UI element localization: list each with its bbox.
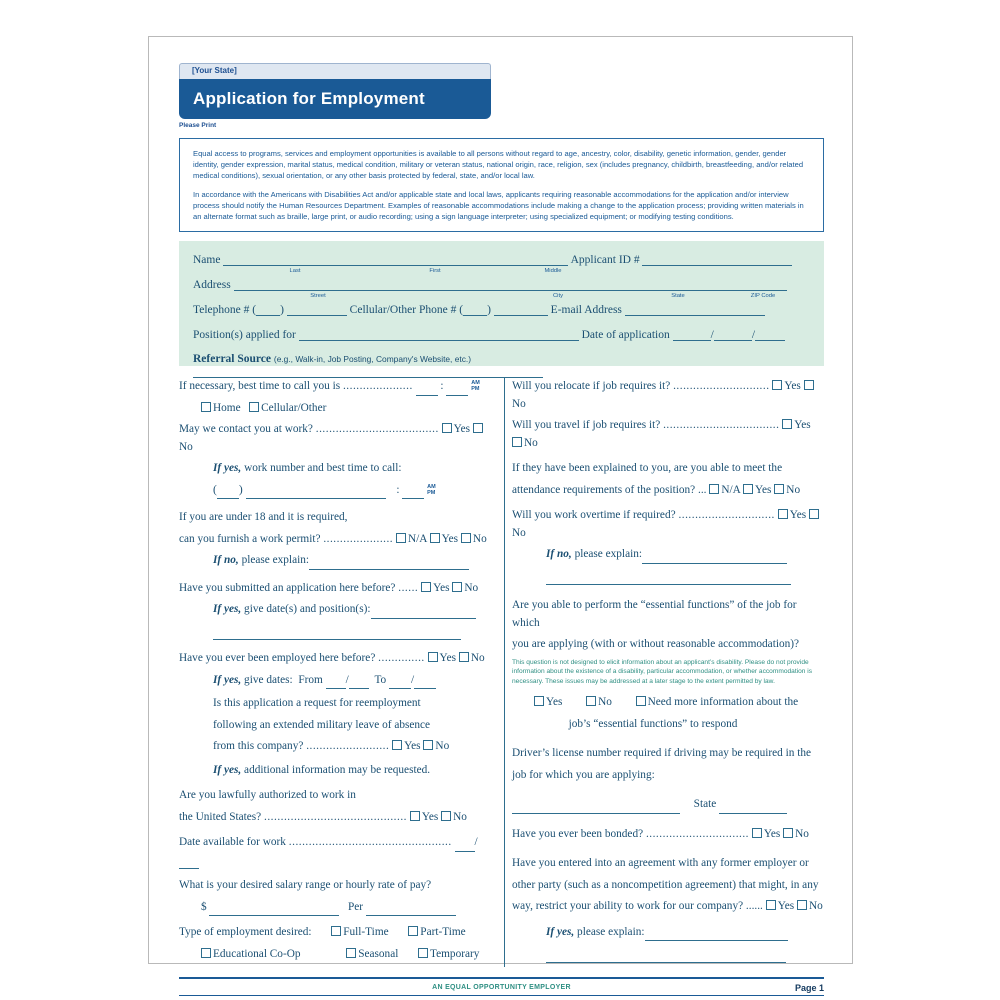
yes-label-r7: Yes <box>777 900 795 913</box>
salary-row <box>179 899 491 917</box>
work-number-row: ( ) : AM PM <box>179 482 491 500</box>
state-label: State <box>693 798 717 811</box>
bonded-question: Have you ever been bonded? ............................... Yes No <box>512 827 809 840</box>
right-column <box>512 378 824 967</box>
yes-label-r6: Yes <box>763 827 781 840</box>
employed-before-question: Have you ever been employed here before? .............. Yes No <box>179 652 485 665</box>
na-label-r: N/A <box>721 483 741 496</box>
email-label: E-mail Address <box>550 304 622 316</box>
contact-at-work-label: May we contact you at work? <box>179 423 313 435</box>
reemployment-line3: from this company? <box>213 740 304 753</box>
address-input[interactable] <box>234 278 787 291</box>
phone-row: Telephone # ( ) Cellular/Other Phone # ( ) E-mail Address <box>193 303 810 328</box>
agreement-explain-row: If yes, please explain: <box>512 924 824 942</box>
tick-street: Street <box>310 293 326 299</box>
yes-label-2: Yes <box>441 532 459 545</box>
attendance-no-checkbox[interactable] <box>774 484 784 494</box>
salary-per-input[interactable] <box>366 903 456 916</box>
name-label: Name <box>193 254 221 266</box>
form-page <box>148 36 853 993</box>
yes-label-r4: Yes <box>789 509 807 521</box>
agreement-question <box>512 898 824 916</box>
pm-label-2: PM <box>427 489 436 496</box>
authorized-no-checkbox[interactable] <box>441 811 451 821</box>
position-label: Position(s) applied for <box>193 329 296 341</box>
date-available-question: Date available for work ................................................. / <box>179 834 491 869</box>
license-state-input[interactable] <box>719 801 787 814</box>
relocate-no-checkbox[interactable] <box>804 380 814 390</box>
yes-label-r5: Yes <box>546 696 563 709</box>
reemployment-no-checkbox[interactable] <box>423 740 433 750</box>
page-title: Application for Employment <box>179 79 491 119</box>
employed-yes-checkbox[interactable] <box>428 652 438 662</box>
date-year-input[interactable] <box>755 328 785 341</box>
attendance-question <box>512 482 824 500</box>
license-line1: Driver’s license number required if driving may be required in the <box>512 747 812 760</box>
agreement-explain-row-2 <box>512 945 824 963</box>
reemployment-yes-checkbox[interactable] <box>392 740 402 750</box>
need-more-info-checkbox[interactable] <box>636 696 646 706</box>
essential-line2: you are applying (with or without reasonable accommodation)? <box>512 638 800 650</box>
yes-label-5: Yes <box>404 740 421 753</box>
employment-type-row <box>179 924 491 942</box>
agreement-yes-checkbox[interactable] <box>766 900 776 910</box>
work-permit-no-checkbox[interactable] <box>461 533 471 543</box>
form-body <box>179 63 824 996</box>
work-permit-explain-input[interactable] <box>309 557 469 570</box>
travel-no-checkbox[interactable] <box>512 437 522 447</box>
attendance-na-checkbox[interactable] <box>709 484 719 494</box>
agreement-no-checkbox[interactable] <box>797 900 807 910</box>
relocate-label: Will you relocate if job requires it? <box>512 380 671 392</box>
authorized-yes-checkbox[interactable] <box>410 811 420 821</box>
disability-note: This question is not designed to elicit information about an applicant’s disability. Please do not provide information about the existence of a disability, particular accommodation, or whether accommodation is necessary. These issues may be addressed at a later stage to the extent permitted by law. <box>512 658 813 685</box>
referral-input[interactable] <box>193 365 543 378</box>
cellular-other-label: Cellular/Other <box>261 401 327 414</box>
no-label-5: No <box>435 740 450 753</box>
home-checkbox[interactable] <box>201 402 211 412</box>
cellular-label: Cellular/Other Phone # <box>349 304 457 316</box>
overtime-yes-checkbox[interactable] <box>778 509 788 519</box>
employed-before-label: Have you ever been employed here before? <box>179 652 376 665</box>
yes-label-3: Yes <box>433 581 450 594</box>
footer-rule <box>179 977 824 979</box>
eeo-paragraph-1: Equal access to programs, services and employment opportunities is available to all persons without regard to age, ancestry, color, disability, genetic information, gender, gender identity, gender expression, marital status, medical condition, military or veteran status, national origin, race, religion, sex (includes pregnancy, childbirth, breastfeeding, and/or related medical conditions), sexual orientation, or any other basis protected by federal, state, and/or local law. <box>193 149 804 180</box>
travel-yes-checkbox[interactable] <box>782 419 792 429</box>
employed-no-checkbox[interactable] <box>459 652 469 662</box>
full-time-label: Full-Time <box>343 926 389 939</box>
contact-work-yes-checkbox[interactable] <box>442 423 452 433</box>
tick-first: First <box>429 268 441 274</box>
yes-label-r2: Yes <box>794 419 811 431</box>
tick-state: State <box>671 293 685 299</box>
seasonal-checkbox[interactable] <box>346 948 356 958</box>
need-more-line2: job’s “essential functions” to respond <box>568 717 738 730</box>
seasonal-label: Seasonal <box>358 947 399 960</box>
page-number: Page 1 <box>794 982 824 993</box>
questions-section <box>179 378 824 967</box>
work-permit-yes-checkbox[interactable] <box>430 533 440 543</box>
submitted-before-question: Have you submitted an application here before? ...... Yes No <box>179 581 479 594</box>
bonded-yes-checkbox[interactable] <box>752 828 762 838</box>
contact-work-no-checkbox[interactable] <box>473 423 483 433</box>
yes-label-4: Yes <box>439 652 456 665</box>
best-time-question: If necessary, best time to call you is ..................... : AM PM <box>179 378 491 396</box>
applicant-id-label: Applicant ID # <box>570 254 640 266</box>
address-label: Address <box>193 279 231 291</box>
state-tab: [Your State] <box>179 63 491 79</box>
submitted-yes-checkbox[interactable] <box>421 582 431 592</box>
position-input[interactable] <box>299 328 579 341</box>
yes-label-r3: Yes <box>755 483 772 496</box>
na-label: N/A <box>407 532 427 545</box>
tick-city: City <box>553 293 563 299</box>
date-month-input[interactable] <box>673 328 711 341</box>
no-label: No <box>179 440 193 453</box>
employed-dates-row: If yes, give dates: From / To / <box>179 672 491 690</box>
referral-hint: (e.g., Walk-in, Job Posting, Company's Website, etc.) <box>273 354 471 364</box>
please-print-note: Please Print <box>179 122 217 129</box>
no-label-4: No <box>470 652 485 665</box>
best-time-label: If necessary, best time to call you is <box>179 380 341 392</box>
equal-opportunity-text: AN EQUAL OPPORTUNITY EMPLOYER <box>432 984 571 992</box>
part-time-checkbox[interactable] <box>408 926 418 936</box>
name-input[interactable] <box>223 253 568 266</box>
work-permit-explain-row: If no, please explain: <box>179 552 491 570</box>
essential-yes-checkbox[interactable] <box>534 696 544 706</box>
email-input[interactable] <box>625 303 765 316</box>
reemployment-line2: following an extended military leave of absence <box>213 718 431 731</box>
license-line2: job for which you are applying: <box>512 768 655 781</box>
essential-answer-row <box>512 694 824 712</box>
license-number-input[interactable] <box>512 801 680 814</box>
cellular-other-checkbox[interactable] <box>249 402 259 412</box>
submitted-dates-row: If yes, give date(s) and position(s): <box>179 601 491 619</box>
overtime-explain-input-2[interactable] <box>546 572 791 585</box>
educational-coop-label: Educational Co-Op <box>213 947 301 960</box>
eeo-statement-box <box>179 138 824 232</box>
need-more-line1: Need more information about the <box>647 696 799 709</box>
contact-type-row <box>179 400 491 418</box>
work-area-input[interactable] <box>217 486 239 499</box>
eeo-paragraph-2: In accordance with the Americans with Disabilities Act and/or applicable state and local laws, applicants requiring reasonable accommodations for the application and/or interview process should notify the Human Resources Department. Examples of reasonable accommodations include making a change to the application process; providing written materials in an alternate format such as braille, large print, or audio recording; using a sign language interpreter; using specialized equipment; or modifying testing conditions. <box>193 190 804 221</box>
tick-last: Last <box>289 268 301 274</box>
employment-type-row-2 <box>179 946 491 964</box>
agreement-line2: other party (such as a noncompetition agreement) that might, in any <box>512 878 819 891</box>
work-permit-na-checkbox[interactable] <box>396 533 406 543</box>
no-label-r1: No <box>512 397 526 410</box>
authorized-question: the United States? ........................................... Yes No <box>179 810 467 823</box>
agreement-explain-input-2[interactable] <box>546 950 786 963</box>
bonded-label: Have you ever been bonded? <box>512 827 644 840</box>
attendance-line1: If they have been explained to you, are you able to meet the <box>512 462 783 474</box>
overtime-explain-row: If no, please explain: <box>512 546 824 564</box>
am-label-2: AM <box>427 483 436 490</box>
no-label-r7: No <box>808 900 823 913</box>
address-row <box>193 278 810 303</box>
date-of-application-label: Date of application <box>581 329 670 341</box>
relocate-yes-checkbox[interactable] <box>772 380 782 390</box>
travel-label: Will you travel if job requires it? <box>512 419 661 431</box>
relocate-question: Will you relocate if job requires it? ............................. Yes No <box>512 378 824 413</box>
temporary-checkbox[interactable] <box>418 948 428 958</box>
yes-label-r1: Yes <box>784 380 801 392</box>
applicant-id-input[interactable] <box>642 253 792 266</box>
telephone-area-input[interactable] <box>256 303 280 316</box>
per-label: Per <box>347 900 364 913</box>
no-label-r4: No <box>512 526 526 539</box>
agreement-explain-input[interactable] <box>645 928 788 941</box>
no-label-r6: No <box>795 827 809 840</box>
yes-label-6: Yes <box>421 810 439 823</box>
best-time-hour-input[interactable] <box>416 383 438 396</box>
no-label-r2: No <box>524 436 538 449</box>
submitted-dates-input-2[interactable] <box>213 627 461 640</box>
am-label: AM <box>471 380 480 387</box>
under18-line1: If you are under 18 and it is required, <box>179 511 348 524</box>
temporary-label: Temporary <box>430 947 480 960</box>
home-label: Home <box>213 401 241 414</box>
best-time-min-input[interactable] <box>446 383 468 396</box>
left-column <box>179 378 497 967</box>
educational-coop-checkbox[interactable] <box>201 948 211 958</box>
telephone-label: Telephone # <box>193 304 250 316</box>
pm-label: PM <box>471 386 480 392</box>
cellular-input[interactable] <box>494 303 548 316</box>
additional-info-note: If yes, additional information may be requested. <box>213 763 431 776</box>
employed-from-day[interactable] <box>349 676 369 689</box>
position-row: Position(s) applied for Date of application / / <box>193 328 810 353</box>
under18-line2: can you furnish a work permit? <box>179 532 321 545</box>
submitted-before-label: Have you submitted an application here before? <box>179 581 396 594</box>
dollar-label: $ <box>201 900 207 913</box>
submitted-dates-row-2 <box>179 623 491 641</box>
column-divider <box>504 378 505 967</box>
salary-question: What is your desired salary range or hourly rate of pay? <box>179 879 432 892</box>
referral-label: Referral Source <box>193 353 272 365</box>
travel-question: Will you travel if job requires it? ................................... Yes No <box>512 419 811 449</box>
essential-line1: Are you able to perform the “essential functions” of the job for which <box>512 599 797 629</box>
part-time-label: Part-Time <box>420 926 466 939</box>
overtime-question: Will you work overtime if required? ............................. Yes No <box>512 507 824 542</box>
yes-label: Yes <box>453 423 471 435</box>
submitted-dates-input[interactable] <box>371 606 476 619</box>
bonded-no-checkbox[interactable] <box>783 828 793 838</box>
to-label: To <box>374 673 387 686</box>
no-label-r5: No <box>598 696 612 709</box>
reemployment-question: from this company? ......................... Yes No <box>213 740 450 753</box>
overtime-no-checkbox[interactable] <box>809 509 819 519</box>
overtime-label: Will you work overtime if required? <box>512 509 676 521</box>
footer <box>179 984 824 991</box>
reemployment-line1: Is this application a request for reemployment <box>213 697 421 710</box>
personal-info-section <box>179 241 824 366</box>
telephone-input[interactable] <box>287 303 347 316</box>
agreement-line3: way, restrict your ability to work for our company? ...... <box>512 900 763 913</box>
authorized-line1: Are you lawfully authorized to work in <box>179 789 356 802</box>
license-input-row <box>512 796 824 814</box>
date-available-day[interactable] <box>179 856 199 869</box>
essential-no-checkbox[interactable] <box>586 696 596 706</box>
footer-line <box>179 995 824 996</box>
no-label-r3: No <box>786 483 801 496</box>
work-number-input[interactable] <box>246 486 386 499</box>
no-label-2: No <box>472 532 487 545</box>
submitted-no-checkbox[interactable] <box>452 582 462 592</box>
tick-middle: Middle <box>544 268 562 274</box>
agreement-line1: Have you entered into an agreement with any former employer or <box>512 857 809 870</box>
type-employment-label: Type of employment desired: <box>179 926 312 939</box>
overtime-explain-row-2 <box>512 568 824 586</box>
no-label-3: No <box>464 581 479 594</box>
contact-at-work-question: May we contact you at work? ..................................... Yes No <box>179 421 491 456</box>
tick-zip: ZIP Code <box>750 293 776 299</box>
employed-to-month[interactable] <box>389 676 411 689</box>
date-available-month[interactable] <box>455 839 475 852</box>
referral-row <box>193 353 810 378</box>
cellular-area-input[interactable] <box>463 303 487 316</box>
work-time-input[interactable] <box>402 486 424 499</box>
work-number-prompt: If yes, work number and best time to call: <box>213 462 402 474</box>
date-available-label: Date available for work <box>179 836 286 849</box>
attendance-line2: attendance requirements of the position? ... <box>512 483 707 496</box>
full-time-checkbox[interactable] <box>331 926 341 936</box>
date-day-input[interactable] <box>714 328 752 341</box>
under18-question: can you furnish a work permit? ..................... N/A Yes No <box>179 532 487 545</box>
no-label-6: No <box>453 810 467 823</box>
overtime-explain-input[interactable] <box>642 551 787 564</box>
salary-input[interactable] <box>209 903 339 916</box>
authorized-line2: the United States? <box>179 810 262 823</box>
name-row <box>193 253 810 278</box>
employed-from-month[interactable] <box>326 676 346 689</box>
attendance-yes-checkbox[interactable] <box>743 484 753 494</box>
employed-to-day[interactable] <box>414 676 436 689</box>
